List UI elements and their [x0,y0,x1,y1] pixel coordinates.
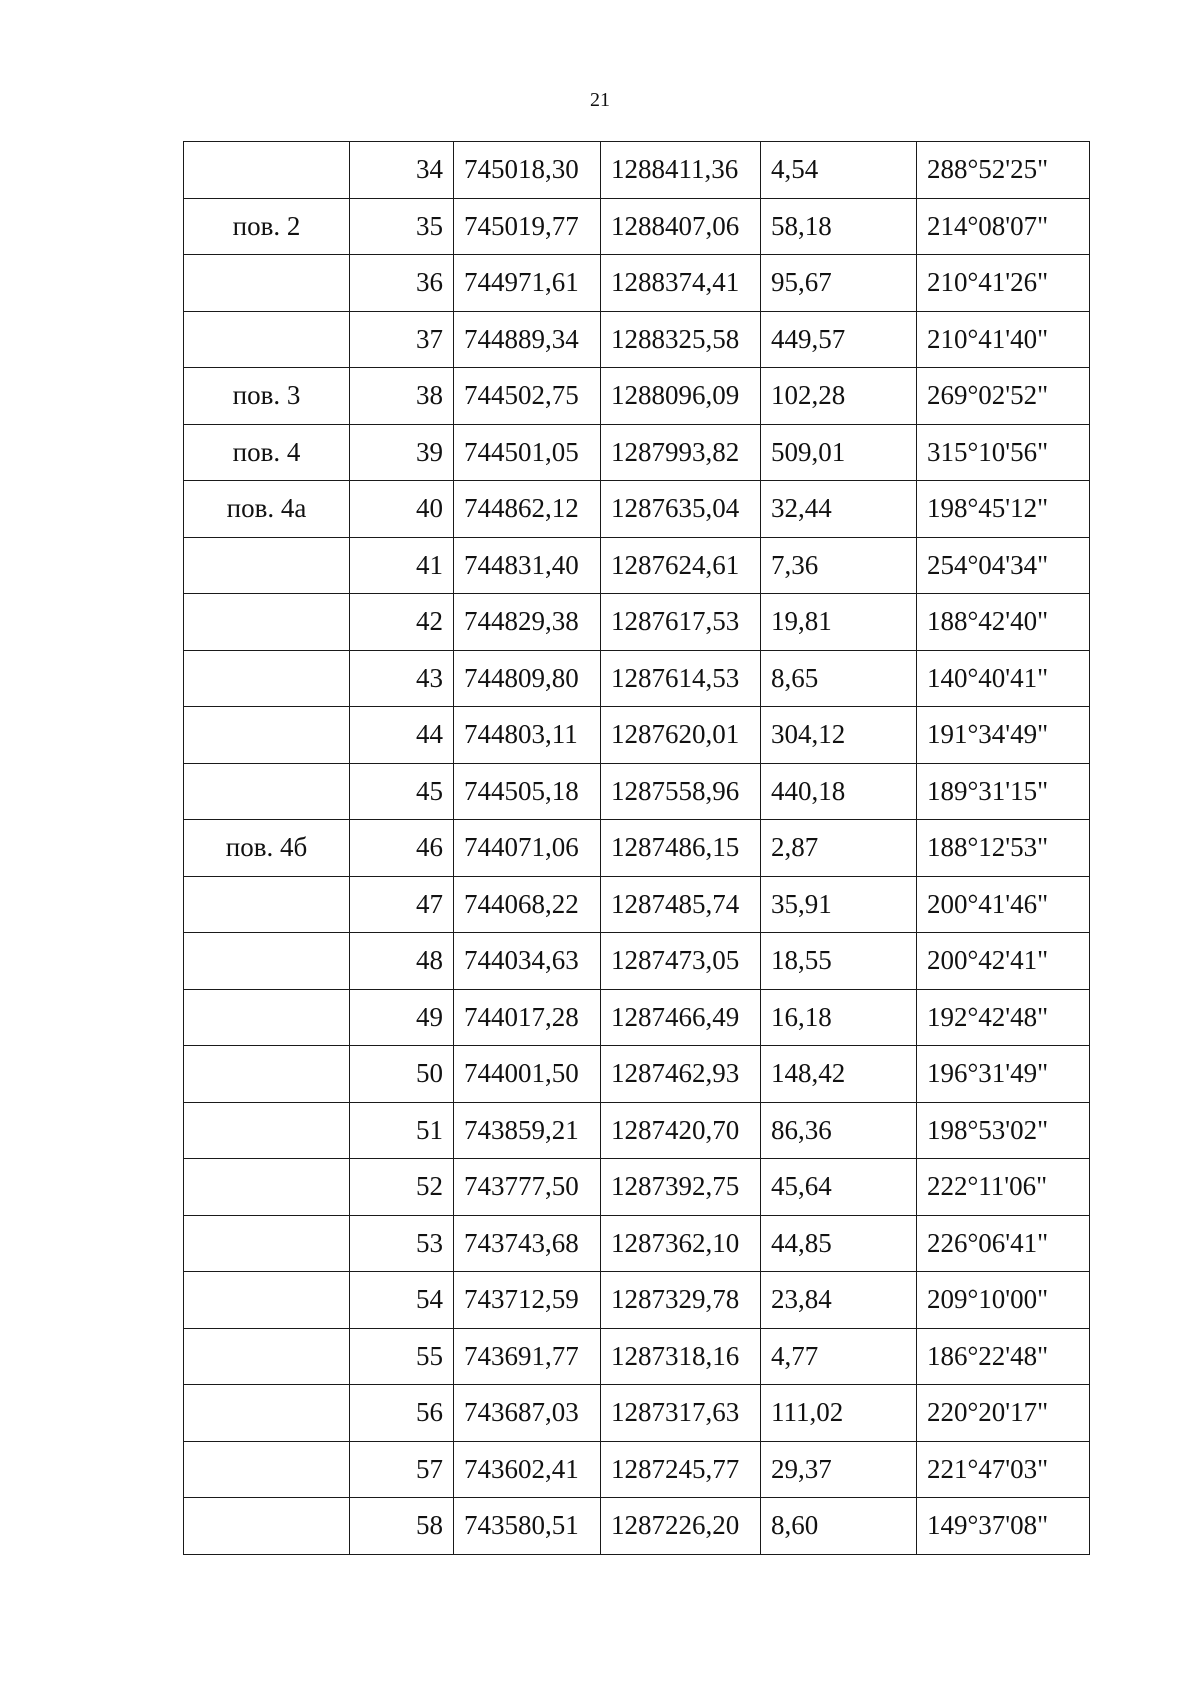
y-coordinate-cell: 1288407,06 [601,198,761,255]
distance-cell: 58,18 [761,198,917,255]
x-coordinate-cell: 744831,40 [454,537,601,594]
point-number-cell: 39 [350,424,454,481]
turn-label-cell [184,537,350,594]
y-coordinate-cell: 1288325,58 [601,311,761,368]
distance-cell: 29,37 [761,1441,917,1498]
table-row [184,198,1090,255]
table-row [184,311,1090,368]
y-coordinate-cell: 1287466,49 [601,989,761,1046]
turn-label-cell [184,1102,350,1159]
table-row [184,1215,1090,1272]
point-number-cell: 48 [350,933,454,990]
y-coordinate-cell: 1287620,01 [601,707,761,764]
x-coordinate-cell: 744001,50 [454,1046,601,1103]
turn-label-cell [184,1441,350,1498]
turn-label-cell: пов. 3 [184,368,350,425]
distance-cell: 148,42 [761,1046,917,1103]
table-row [184,255,1090,312]
table-row [184,707,1090,764]
y-coordinate-cell: 1287993,82 [601,424,761,481]
x-coordinate-cell: 743602,41 [454,1441,601,1498]
y-coordinate-cell: 1287486,15 [601,820,761,877]
distance-cell: 8,65 [761,650,917,707]
y-coordinate-cell: 1288411,36 [601,142,761,199]
turn-label-cell [184,650,350,707]
point-number-cell: 45 [350,763,454,820]
x-coordinate-cell: 744862,12 [454,481,601,538]
point-number-cell: 36 [350,255,454,312]
point-number-cell: 34 [350,142,454,199]
table-row [184,933,1090,990]
table-row [184,594,1090,651]
table-row [184,481,1090,538]
turn-label-cell: пов. 4а [184,481,350,538]
distance-cell: 18,55 [761,933,917,990]
turn-label-cell [184,1328,350,1385]
y-coordinate-cell: 1288374,41 [601,255,761,312]
turn-label-cell [184,1272,350,1329]
x-coordinate-cell: 745019,77 [454,198,601,255]
point-number-cell: 52 [350,1159,454,1216]
table-row [184,1102,1090,1159]
table-row [184,989,1090,1046]
table-row [184,537,1090,594]
point-number-cell: 53 [350,1215,454,1272]
point-number-cell: 49 [350,989,454,1046]
y-coordinate-cell: 1287617,53 [601,594,761,651]
page-number: 21 [590,89,610,111]
coordinates-table [183,141,1090,1555]
table-row [184,650,1090,707]
table-row [184,424,1090,481]
turn-label-cell [184,1159,350,1216]
turn-label-cell [184,1385,350,1442]
x-coordinate-cell: 744071,06 [454,820,601,877]
table-row [184,1498,1090,1555]
direction-angle-cell: 220°20'17" [917,1385,1090,1442]
y-coordinate-cell: 1287485,74 [601,876,761,933]
point-number-cell: 46 [350,820,454,877]
turn-label-cell [184,255,350,312]
distance-cell: 95,67 [761,255,917,312]
x-coordinate-cell: 744501,05 [454,424,601,481]
distance-cell: 304,12 [761,707,917,764]
direction-angle-cell: 192°42'48" [917,989,1090,1046]
x-coordinate-cell: 743691,77 [454,1328,601,1385]
x-coordinate-cell: 744829,38 [454,594,601,651]
point-number-cell: 56 [350,1385,454,1442]
y-coordinate-cell: 1287245,77 [601,1441,761,1498]
direction-angle-cell: 200°41'46" [917,876,1090,933]
table-row [184,1272,1090,1329]
direction-angle-cell: 288°52'25" [917,142,1090,199]
table-row [184,820,1090,877]
y-coordinate-cell: 1287614,53 [601,650,761,707]
table-row [184,368,1090,425]
direction-angle-cell: 210°41'40" [917,311,1090,368]
point-number-cell: 51 [350,1102,454,1159]
x-coordinate-cell: 744505,18 [454,763,601,820]
y-coordinate-cell: 1287362,10 [601,1215,761,1272]
point-number-cell: 42 [350,594,454,651]
distance-cell: 44,85 [761,1215,917,1272]
turn-label-cell: пов. 2 [184,198,350,255]
point-number-cell: 50 [350,1046,454,1103]
distance-cell: 509,01 [761,424,917,481]
turn-label-cell [184,707,350,764]
distance-cell: 2,87 [761,820,917,877]
x-coordinate-cell: 743743,68 [454,1215,601,1272]
y-coordinate-cell: 1287462,93 [601,1046,761,1103]
point-number-cell: 40 [350,481,454,538]
x-coordinate-cell: 743859,21 [454,1102,601,1159]
y-coordinate-cell: 1287473,05 [601,933,761,990]
distance-cell: 19,81 [761,594,917,651]
x-coordinate-cell: 745018,30 [454,142,601,199]
point-number-cell: 47 [350,876,454,933]
y-coordinate-cell: 1287318,16 [601,1328,761,1385]
point-number-cell: 38 [350,368,454,425]
turn-label-cell: пов. 4 [184,424,350,481]
turn-label-cell [184,1498,350,1555]
direction-angle-cell: 149°37'08" [917,1498,1090,1555]
y-coordinate-cell: 1287317,63 [601,1385,761,1442]
turn-label-cell [184,989,350,1046]
y-coordinate-cell: 1287624,61 [601,537,761,594]
point-number-cell: 43 [350,650,454,707]
direction-angle-cell: 209°10'00" [917,1272,1090,1329]
turn-label-cell: пов. 4б [184,820,350,877]
point-number-cell: 58 [350,1498,454,1555]
distance-cell: 4,77 [761,1328,917,1385]
direction-angle-cell: 315°10'56" [917,424,1090,481]
direction-angle-cell: 198°53'02" [917,1102,1090,1159]
table-row [184,876,1090,933]
table-row [184,1046,1090,1103]
direction-angle-cell: 226°06'41" [917,1215,1090,1272]
distance-cell: 35,91 [761,876,917,933]
turn-label-cell [184,763,350,820]
direction-angle-cell: 269°02'52" [917,368,1090,425]
direction-angle-cell: 210°41'26" [917,255,1090,312]
distance-cell: 86,36 [761,1102,917,1159]
direction-angle-cell: 191°34'49" [917,707,1090,764]
y-coordinate-cell: 1287635,04 [601,481,761,538]
distance-cell: 23,84 [761,1272,917,1329]
x-coordinate-cell: 744502,75 [454,368,601,425]
x-coordinate-cell: 743712,59 [454,1272,601,1329]
distance-cell: 4,54 [761,142,917,199]
y-coordinate-cell: 1287226,20 [601,1498,761,1555]
turn-label-cell [184,142,350,199]
y-coordinate-cell: 1287392,75 [601,1159,761,1216]
x-coordinate-cell: 744971,61 [454,255,601,312]
turn-label-cell [184,1046,350,1103]
point-number-cell: 35 [350,198,454,255]
direction-angle-cell: 188°12'53" [917,820,1090,877]
x-coordinate-cell: 743687,03 [454,1385,601,1442]
table-row [184,1159,1090,1216]
direction-angle-cell: 140°40'41" [917,650,1090,707]
direction-angle-cell: 254°04'34" [917,537,1090,594]
x-coordinate-cell: 744017,28 [454,989,601,1046]
table-row [184,142,1090,199]
x-coordinate-cell: 744034,63 [454,933,601,990]
direction-angle-cell: 222°11'06" [917,1159,1090,1216]
x-coordinate-cell: 743580,51 [454,1498,601,1555]
x-coordinate-cell: 744068,22 [454,876,601,933]
distance-cell: 440,18 [761,763,917,820]
y-coordinate-cell: 1287420,70 [601,1102,761,1159]
distance-cell: 16,18 [761,989,917,1046]
distance-cell: 102,28 [761,368,917,425]
turn-label-cell [184,1215,350,1272]
direction-angle-cell: 214°08'07" [917,198,1090,255]
y-coordinate-cell: 1288096,09 [601,368,761,425]
table-row [184,1441,1090,1498]
point-number-cell: 44 [350,707,454,764]
turn-label-cell [184,933,350,990]
point-number-cell: 37 [350,311,454,368]
turn-label-cell [184,876,350,933]
y-coordinate-cell: 1287558,96 [601,763,761,820]
turn-label-cell [184,311,350,368]
table-row [184,1328,1090,1385]
distance-cell: 449,57 [761,311,917,368]
distance-cell: 8,60 [761,1498,917,1555]
y-coordinate-cell: 1287329,78 [601,1272,761,1329]
direction-angle-cell: 188°42'40" [917,594,1090,651]
x-coordinate-cell: 744803,11 [454,707,601,764]
table-row [184,1385,1090,1442]
x-coordinate-cell: 744809,80 [454,650,601,707]
direction-angle-cell: 221°47'03" [917,1441,1090,1498]
distance-cell: 111,02 [761,1385,917,1442]
distance-cell: 7,36 [761,537,917,594]
distance-cell: 32,44 [761,481,917,538]
point-number-cell: 41 [350,537,454,594]
point-number-cell: 54 [350,1272,454,1329]
direction-angle-cell: 198°45'12" [917,481,1090,538]
direction-angle-cell: 200°42'41" [917,933,1090,990]
point-number-cell: 57 [350,1441,454,1498]
table-row [184,763,1090,820]
coordinates-table-body [184,142,1090,1555]
x-coordinate-cell: 743777,50 [454,1159,601,1216]
direction-angle-cell: 189°31'15" [917,763,1090,820]
point-number-cell: 55 [350,1328,454,1385]
turn-label-cell [184,594,350,651]
distance-cell: 45,64 [761,1159,917,1216]
direction-angle-cell: 186°22'48" [917,1328,1090,1385]
x-coordinate-cell: 744889,34 [454,311,601,368]
direction-angle-cell: 196°31'49" [917,1046,1090,1103]
